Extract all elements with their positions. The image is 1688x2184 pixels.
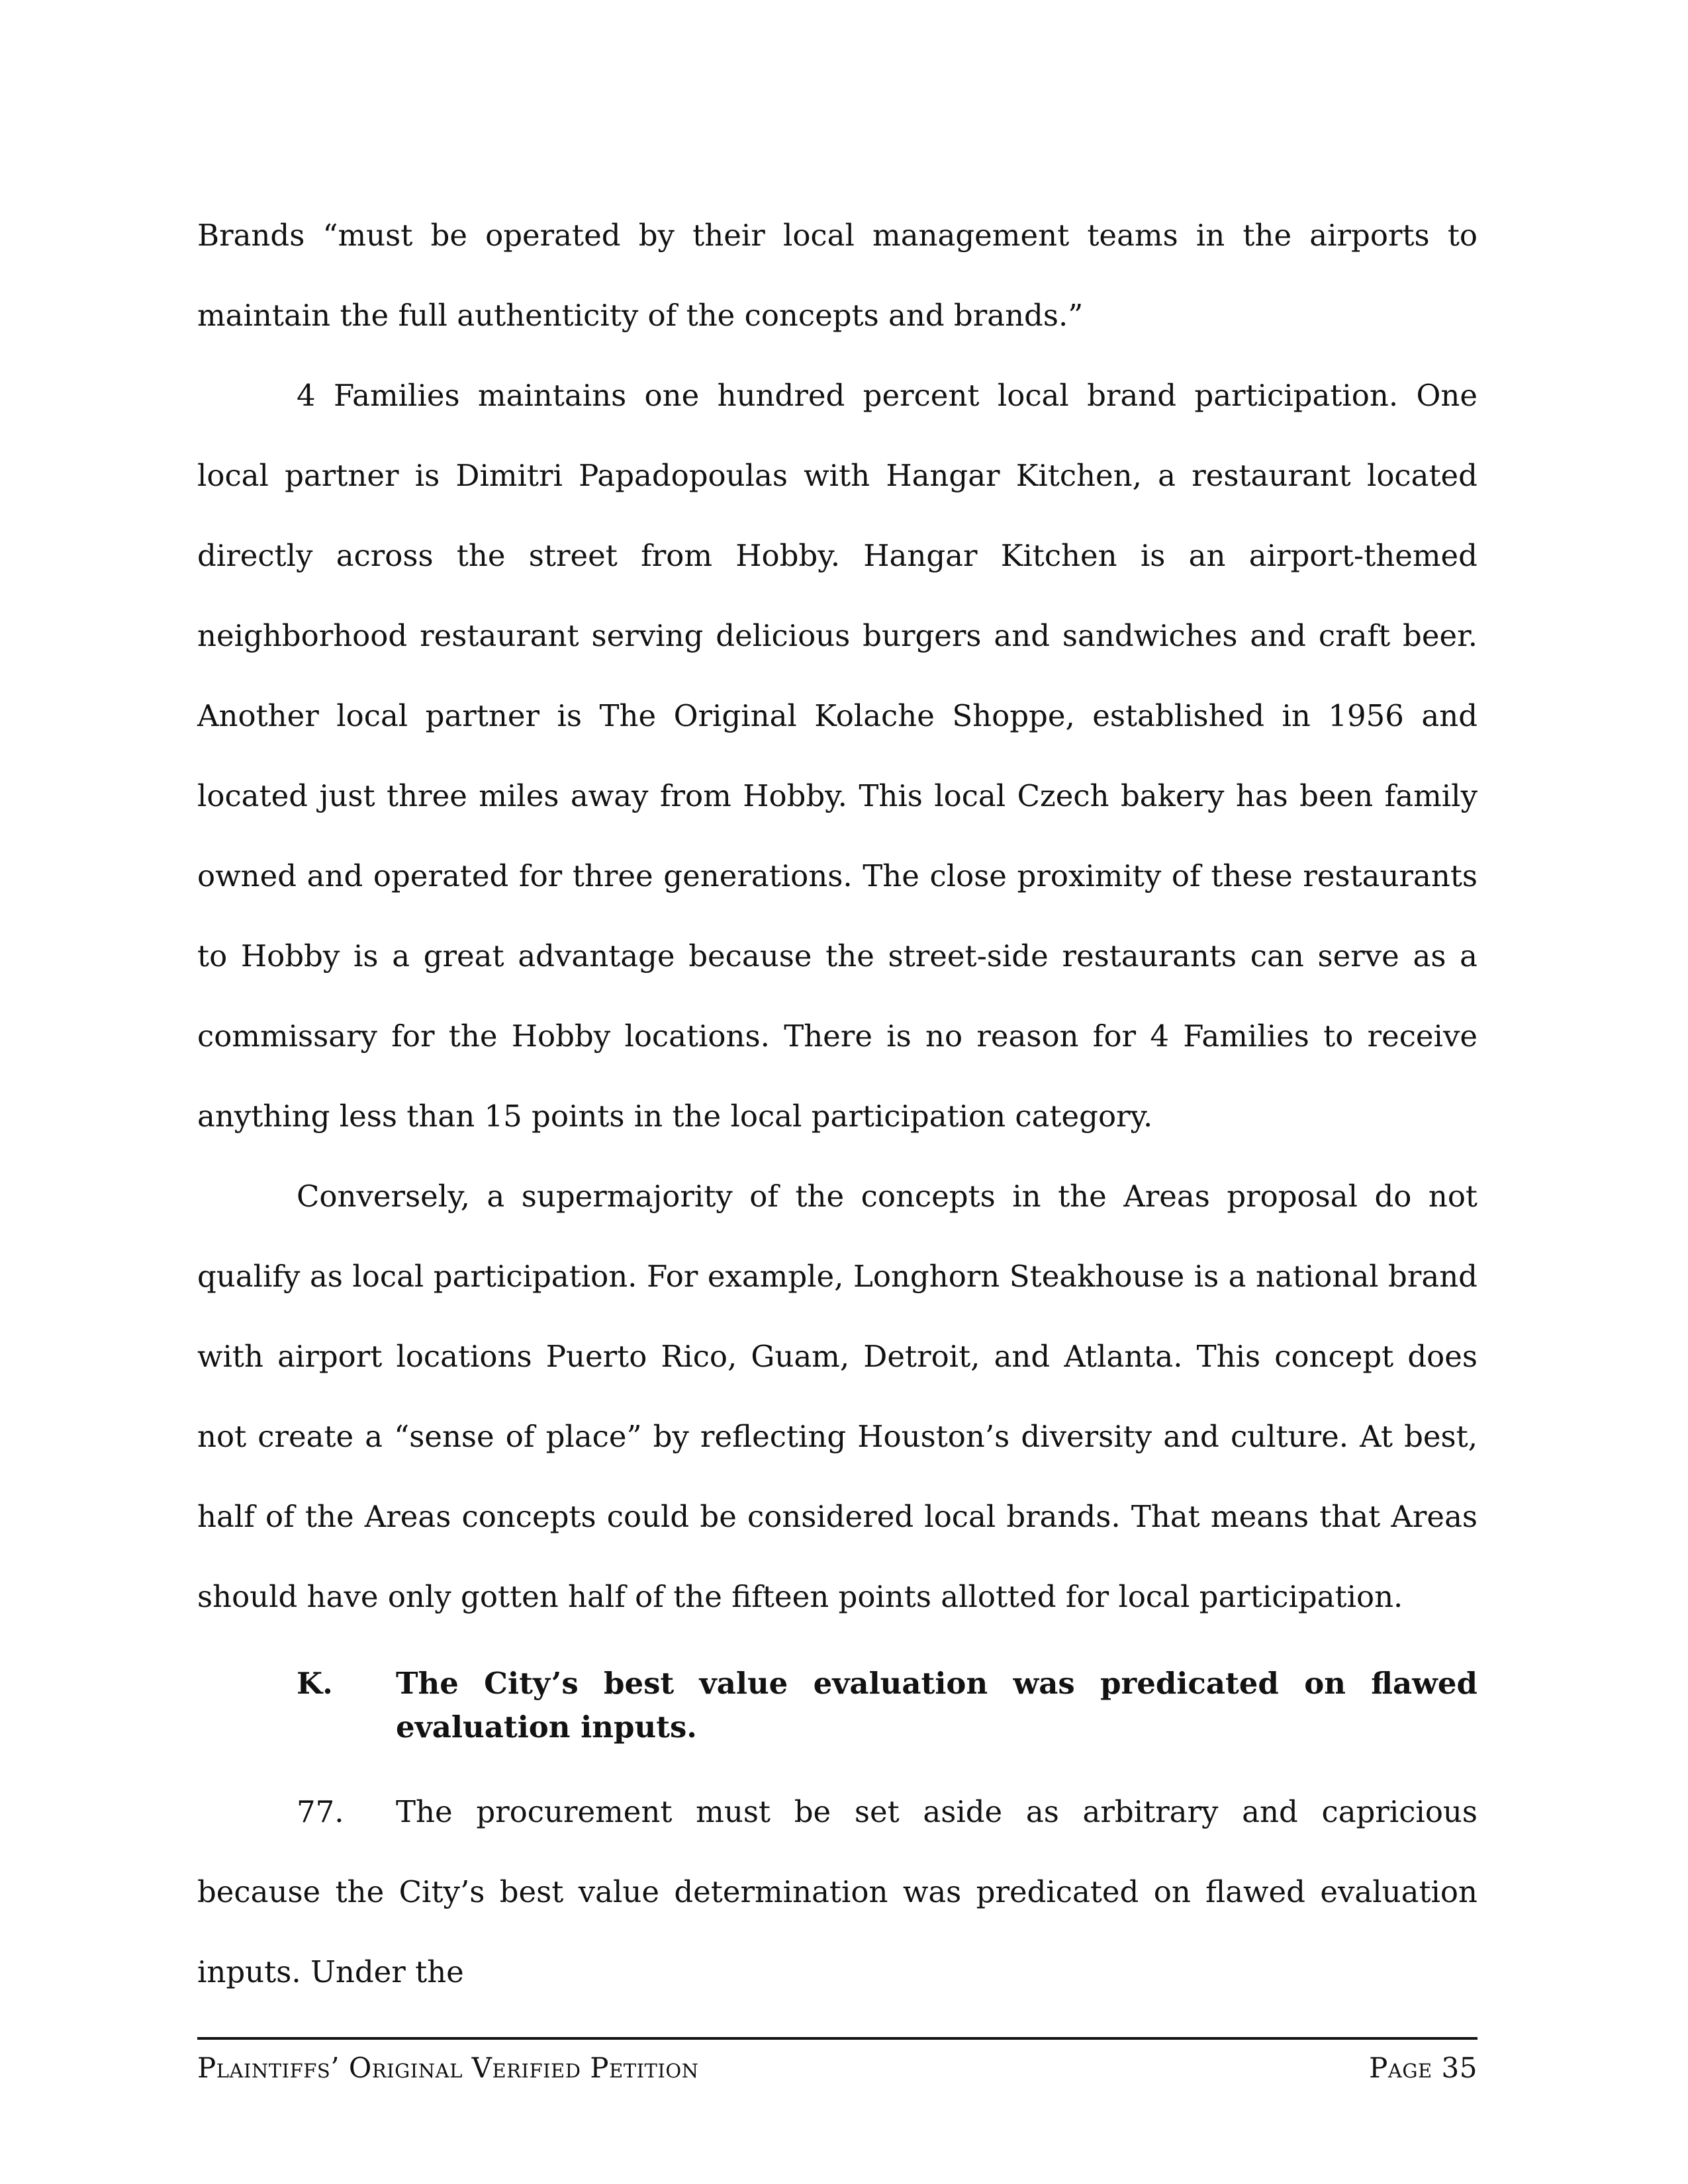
paragraph-number: 77. [297, 1794, 344, 1829]
paragraph: 4 Families maintains one hundred percent local brand participation. One local partner is Dimitri Papadopoulas with Hangar Kitchen, a restaurant located directly across the street from Hobby. Hangar Kitchen is an airport-themed neighborhood restaurant serving delicious burgers and sandwiches and craft beer. Another local partner is The Original Kolache Shoppe, established in 1956 and located just three miles away from Hobby. This local Czech bakery has been family owned and operated for three generations. The close proximity of these restaurants to Hobby is a great advantage because the street-side restaurants can serve as a commissary for the Hobby locations. There is no reason for 4 Families to receive anything less than 15 points in the local participation category. [197, 378, 1477, 1134]
footer-document-title: Plaintiffs’ Original Verified Petition [197, 2052, 699, 2084]
page-footer [197, 2037, 1477, 2084]
paragraph-continuation: Brands “must be operated by their local management teams in the airports to maintain the full authenticity of the concepts and brands.” [197, 218, 1477, 333]
numbered-paragraph [197, 1772, 1477, 2012]
paragraph: Conversely, a supermajority of the concepts in the Areas proposal do not qualify as local participation. For example, Longhorn Steakhouse is a national brand with airport locations Puerto Rico, Guam, Detroit, and Atlanta. This concept does not create a “sense of place” by reflecting Houston’s diversity and culture. At best, half of the Areas concepts could be considered local brands. That means that Areas should have only gotten half of the fifteen points allotted for local participation. [197, 1179, 1477, 1614]
footer-page-number: Page 35 [1369, 2052, 1477, 2084]
paragraph-text: The procurement must be set aside as arbitrary and capricious because the City’s best value determination was predicated on flawed evaluation inputs. Under the [197, 1794, 1477, 1989]
section-heading-letter: K. [297, 1666, 333, 1701]
section-heading [297, 1662, 1477, 1749]
section-heading-title: The City’s best value evaluation was predicated on flawed evaluation inputs. [396, 1666, 1477, 1745]
footer-rule [197, 2037, 1477, 2040]
document-body [197, 195, 1477, 2012]
